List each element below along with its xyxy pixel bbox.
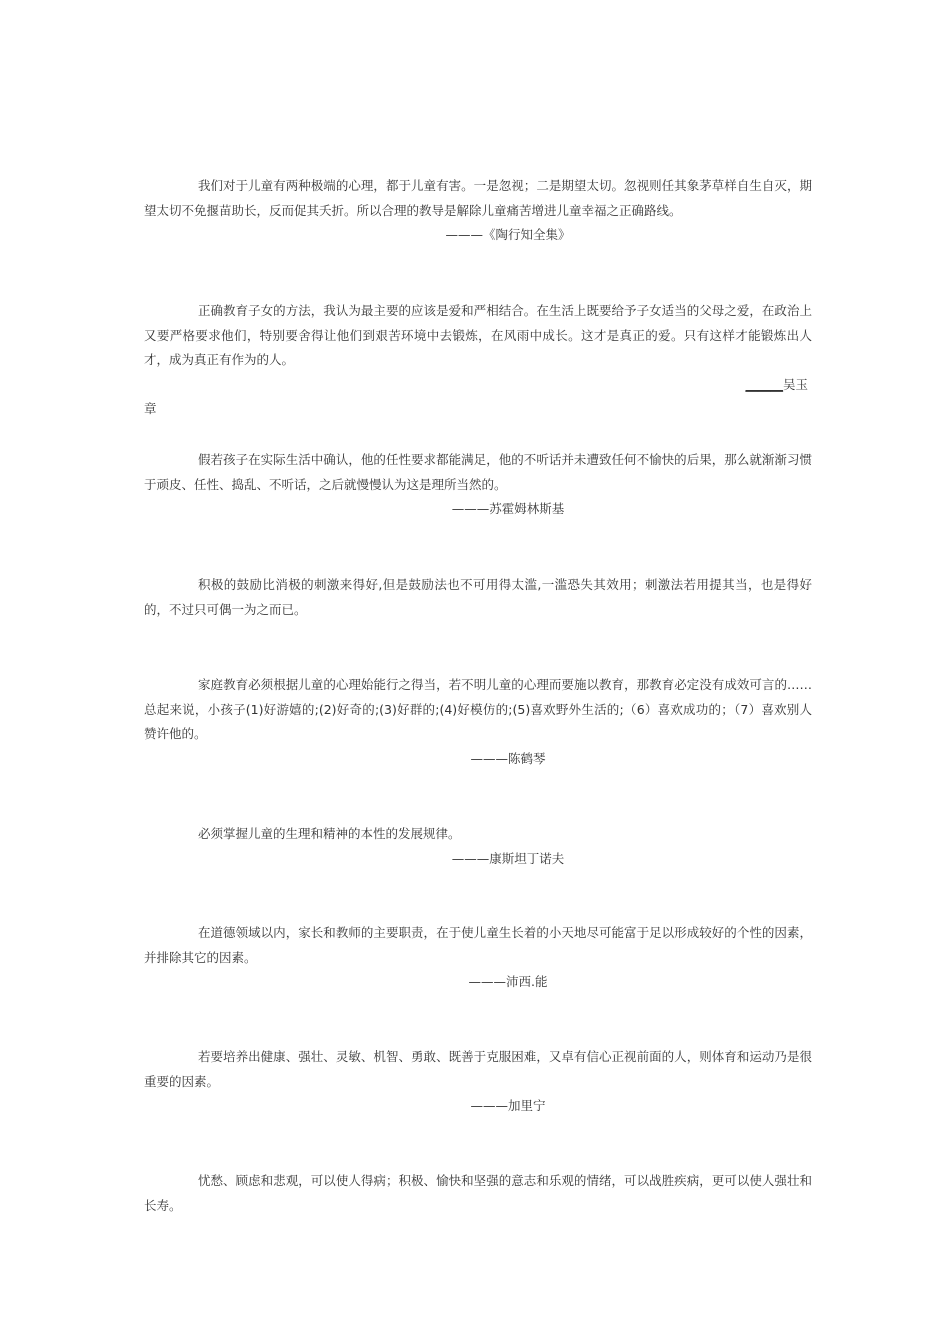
quote-text: 忧愁、顾虑和悲观，可以使人得病；积极、愉快和坚强的意志和乐观的情绪，可以战胜疾病，更可以使人强壮和长寿。 — [144, 1173, 812, 1213]
quote-percy-nunn — [144, 921, 812, 995]
quote-sukhomlinsky — [144, 448, 812, 522]
quote-chen-heqin — [144, 673, 812, 771]
quote-author: ———《陶行知全集》 — [445, 227, 571, 242]
quote-text: 假若孩子在实际生活中确认，他的任性要求都能满足，他的不听话并未遭致任何不愉快的后果，那么就渐渐习惯于顽皮、任性、捣乱、不听话，之后就慢慢认为这是理所当然的。 — [144, 452, 812, 492]
quote-kalinin — [144, 1045, 812, 1119]
quote-author — [144, 373, 812, 398]
quote-text: 积极的鼓励比消极的刺激来得好,但是鼓励法也不可用得太滥,一滥恐失其效用；刺激法若用提其当，也是得好的，不过只可偶一为之而已。 — [144, 577, 812, 617]
quote-tao-xingzhi — [144, 174, 812, 248]
quote-text: 在道德领域以内，家长和教师的主要职责，在于使儿童生长着的小天地尽可能富于足以形成较好的个性的因素，并排除其它的因素。 — [144, 925, 812, 965]
author-underline: ______ — [745, 376, 783, 392]
quote-author-wrap: 章 — [144, 401, 157, 416]
quote-text: 必须掌握儿童的生理和精神的本性的发展规律。 — [198, 826, 461, 841]
quote-optimism — [144, 1169, 812, 1218]
quote-text: 家庭教育必须根据儿童的心理始能行之得当，若不明儿童的心理而要施以教育，那教育必定没有成效可言的……总起来说，小孩子(1)好游嬉的;(2)好奇的;(3)好群的;(4)好模仿的;(5)喜欢野外生活的;（6）喜欢成功的；（7）喜欢别人赞许他的。 — [144, 677, 812, 741]
quote-author: ———沛西.能 — [468, 974, 548, 989]
quote-author: ———苏霍姆林斯基 — [451, 501, 565, 516]
quote-text: 若要培养出健康、强壮、灵敏、机智、勇敢、既善于克服困难，又卓有信心正视前面的人，则体育和运动乃是很重要的因素。 — [144, 1049, 812, 1089]
quote-encouragement — [144, 573, 812, 622]
author-name: 吴玉 — [782, 376, 808, 392]
quote-author: ———康斯坦丁诺夫 — [451, 850, 565, 866]
quote-konstantinov — [144, 822, 812, 871]
quote-text: 我们对于儿童有两种极端的心理，都于儿童有害。一是忽视；二是期望太切。忽视则任其象茅草样自生自灭，期望太切不免揠苗助长，反而促其夭折。所以合理的教导是解除儿童痛苦增进儿童幸福之正确路线。 — [144, 178, 812, 218]
quote-author: ———加里宁 — [470, 1098, 546, 1113]
quote-wu-yuzhang — [144, 299, 812, 422]
quote-text: 正确教育子女的方法，我认为最主要的应该是爱和严相结合。在生活上既要给予子女适当的父母之爱，在政治上又要严格要求他们，特别要舍得让他们到艰苦环境中去锻炼，在风雨中成长。这才是真正的爱。只有这样才能锻炼出人才，成为真正有作为的人。 — [144, 303, 812, 367]
quote-author: ———陈鹤琴 — [470, 750, 546, 766]
